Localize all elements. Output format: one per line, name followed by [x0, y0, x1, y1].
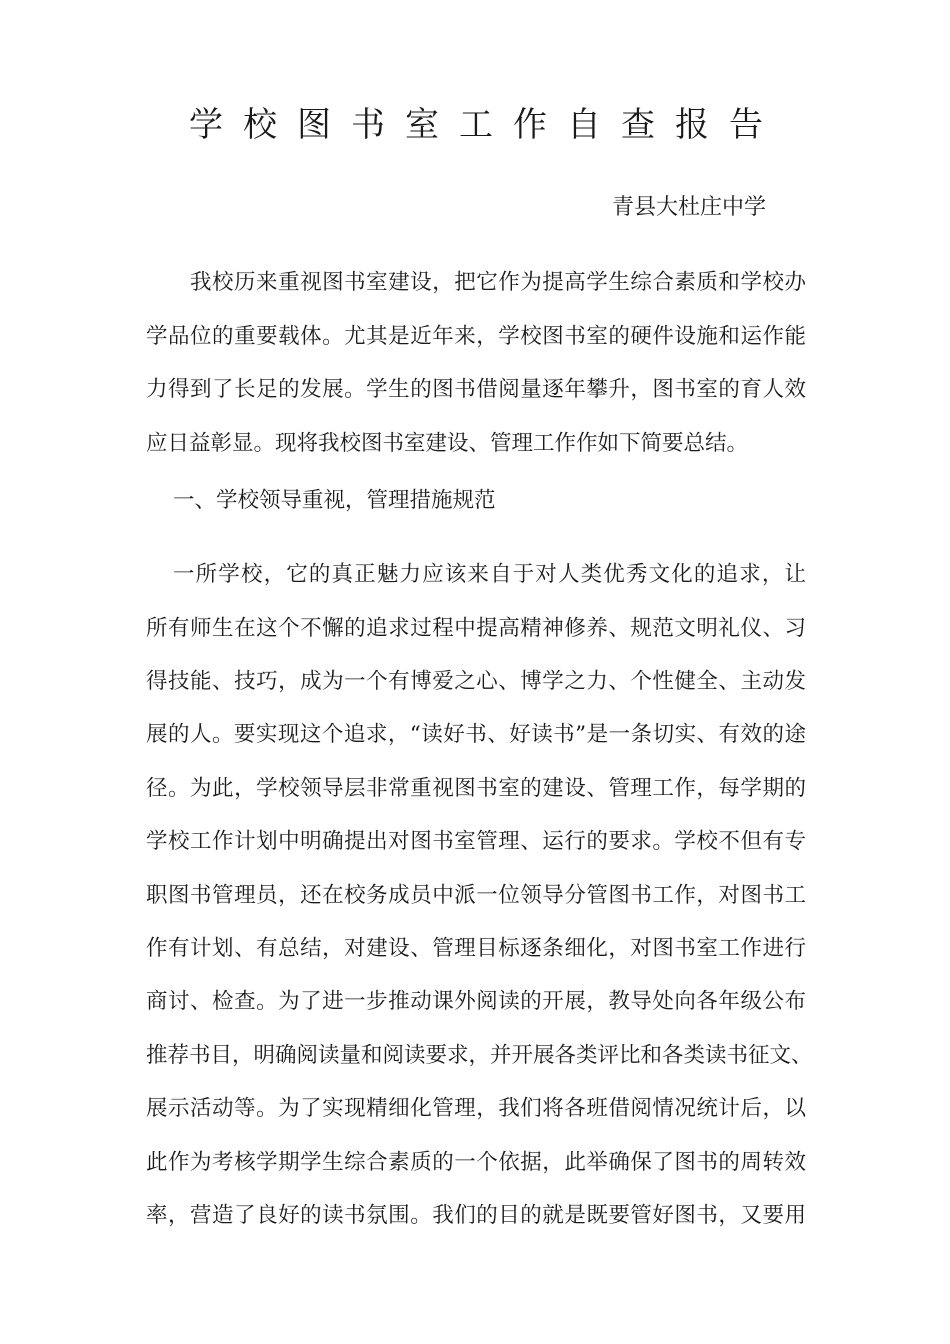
- body-line: 所有师生在这个不懈的追求过程中提高精神修养、规范文明礼仪、习: [146, 616, 806, 641]
- body-line: 率，营造了良好的读书氛围。我们的目的就是既要管好图书，又要用: [146, 1203, 806, 1228]
- body-line: 径。为此，学校领导层非常重视图书室的建设、管理工作，每学期的: [146, 776, 806, 801]
- intro-line: 我校历来重视图书室建设，把它作为提高学生综合素质和学校办: [190, 270, 806, 295]
- body-line: 展示活动等。为了实现精细化管理，我们将各班借阅情况统计后，以: [146, 1096, 806, 1121]
- intro-line: 应日益彰显。现将我校图书室建设、管理工作作如下简要总结。: [146, 431, 749, 456]
- body-line: 此作为考核学期学生综合素质的一个依据，此举确保了图书的周转效: [146, 1150, 806, 1175]
- intro-line: 力得到了长足的发展。学生的图书借阅量逐年攀升，图书室的育人效: [146, 377, 806, 402]
- body-line: 商讨、检查。为了进一步推动课外阅读的开展，教导处向各年级公布: [146, 989, 806, 1014]
- intro-line: 学品位的重要载体。尤其是近年来，学校图书室的硬件设施和运作能: [146, 324, 806, 349]
- body-line: 推荐书目，明确阅读量和阅读要求，并开展各类评比和各类读书征文、: [146, 1043, 813, 1068]
- section-heading: 一、学校领导重视，管理措施规范: [173, 488, 496, 513]
- body-line: 一所学校，它的真正魅力应该来自于对人类优秀文化的追求，让: [173, 562, 806, 587]
- body-line: 展的人。要实现这个追求，“读好书、好读书”是一条切实、有效的途: [146, 722, 806, 747]
- document-title: 学校图书室工作自查报告: [189, 105, 783, 145]
- body-line: 得技能、技巧，成为一个有博爱之心、博学之力、个性健全、主动发: [146, 669, 806, 694]
- body-line: 作有计划、有总结，对建设、管理目标逐条细化，对图书室工作进行: [146, 936, 806, 961]
- document-author: 青县大杜庄中学: [612, 195, 767, 220]
- body-line: 职图书管理员，还在校务成员中派一位领导分管图书工作，对图书工: [146, 883, 806, 908]
- body-line: 学校工作计划中明确提出对图书室管理、运行的要求。学校不但有专: [146, 829, 806, 854]
